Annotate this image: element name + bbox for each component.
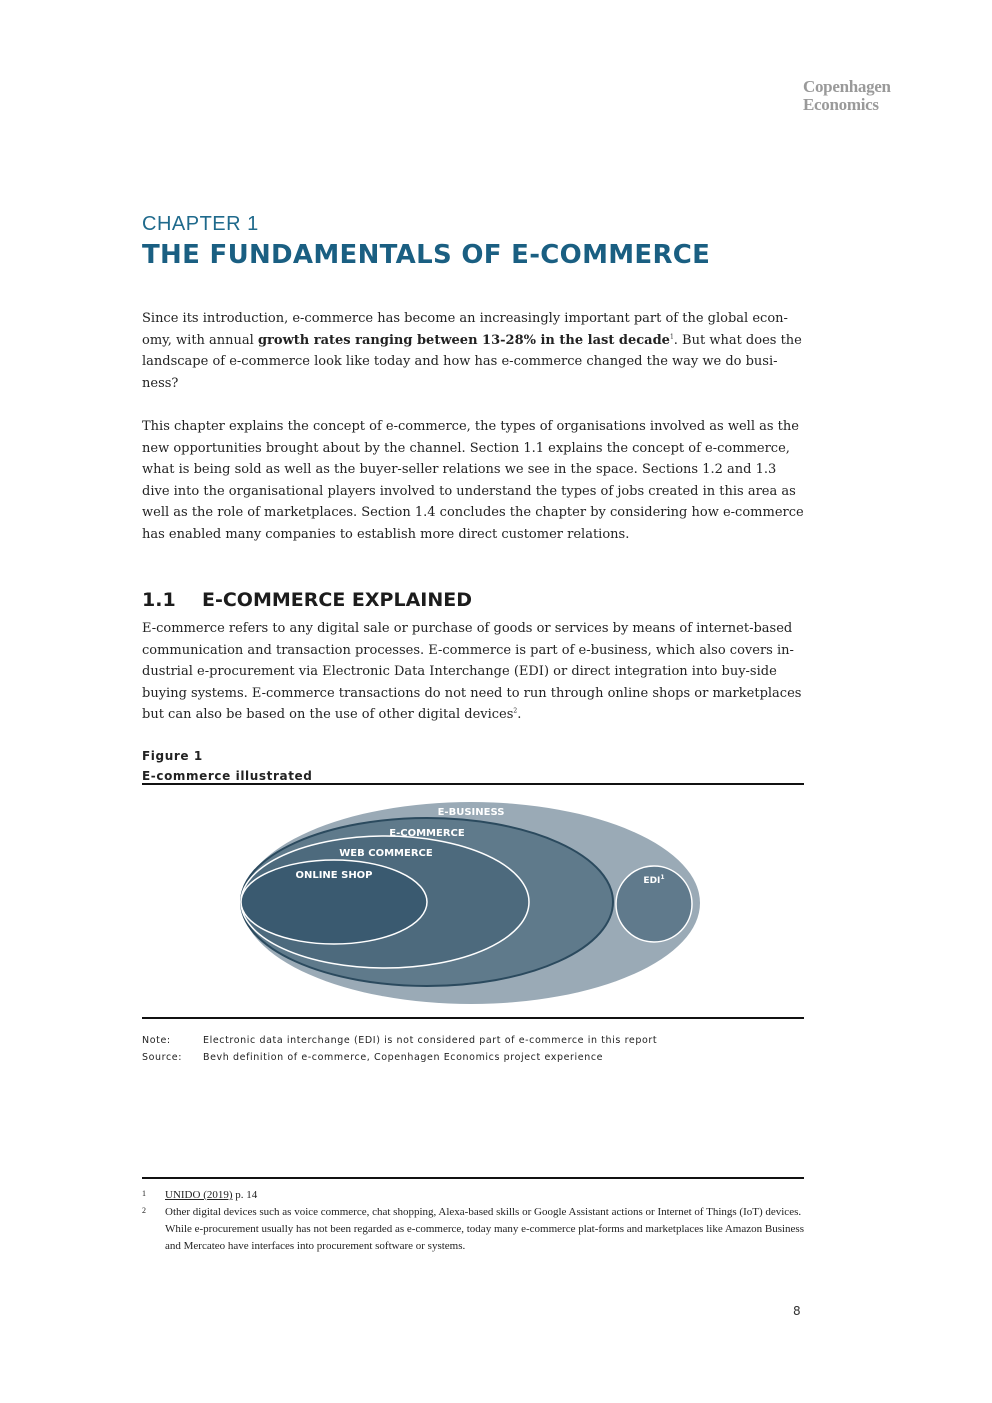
- figure-top-rule: [142, 783, 804, 785]
- section-heading: [142, 589, 472, 611]
- logo-line-2: Economics: [803, 95, 879, 114]
- source-text: Bevh definition of e-commerce, Copenhagen Economics project experience: [203, 1052, 604, 1063]
- edi-label: EDI: [643, 876, 661, 886]
- note-text: Electronic data interchange (EDI) is not considered part of e-commerce in this report: [203, 1035, 658, 1046]
- webcommerce-label: WEB COMMERCE: [339, 848, 433, 859]
- onlineshop-label: ONLINE SHOP: [295, 870, 373, 881]
- intro-paragraph-2: This chapter explains the concept of e-commerce, the types of organisations involved as well as the new opportunities brought about by the channel. Section 1.1 explains the concept of e-commerce, what is being sold as well as the buyer-seller relations we see in the space. Sections 1.2 and 1.3 dive into the organisational players involved to understand the types of jobs created in this area as well as the role of marketplaces. Section 1.4 concludes the chapter by considering how e-commerce has enabled many companies to establish more direct customer relations.: [142, 419, 804, 542]
- page-number: 8: [793, 1304, 801, 1318]
- figure-caption: [142, 746, 312, 786]
- footnote-2: [142, 1204, 804, 1255]
- chapter-title: THE FUNDAMENTALS OF E-COMMERCE: [142, 240, 711, 270]
- section-body-text: E-commerce refers to any digital sale or purchase of goods or services by means of internet-based communication and transaction processes. E-commerce is part of e-business, which also covers in-dustrial e-procurement via Electronic Data Interchange (EDI) or direct integration into buy-side buying systems. E-commerce transactions do not need to run through online shops or marketplaces but can also be based on the use of other digital devices: [142, 621, 802, 723]
- section-body: [142, 618, 804, 726]
- footnote-ref-2[interactable]: 2: [513, 708, 518, 716]
- footnote-2-number: 2: [142, 1206, 146, 1215]
- section-title: E-COMMERCE EXPLAINED: [202, 589, 473, 611]
- footnote-rule: [142, 1177, 804, 1179]
- footnote-2-text: Other digital devices such as voice commerce, chat shopping, Alexa-based skills or Google Assistant actions or Internet of Things (IoT) devices. While e-procurement usually has not been regarded as e-commerce, today many e-commerce plat-forms and marketplaces like Amazon Business and Mercateo have interfaces into procurement software or systems.: [165, 1206, 804, 1252]
- figure-title: E-commerce illustrated: [142, 769, 313, 783]
- section-number: 1.1: [142, 589, 176, 611]
- figure-note: [142, 1035, 657, 1046]
- intro-p1-bold: growth rates ranging between 13-28% in the last decade: [257, 332, 670, 348]
- edi-superscript: 1: [660, 874, 665, 881]
- ecommerce-diagram: [142, 792, 804, 1012]
- intro-p1-after: . But what does the landscape of e-commerce look like today and how has e-commerce changed the way we do busi-ness?: [142, 332, 802, 391]
- ebusiness-label: E-BUSINESS: [437, 807, 505, 818]
- figure-source: [142, 1052, 603, 1063]
- footnote-1: [142, 1187, 804, 1204]
- section-body-end: .: [517, 707, 522, 723]
- chapter-label: CHAPTER 1: [142, 213, 259, 235]
- intro-paragraph-1: [142, 308, 804, 394]
- figure-label: Figure 1: [142, 749, 203, 763]
- figure-bottom-rule: [142, 1017, 804, 1019]
- footnote-1-text: [165, 1187, 804, 1204]
- ecommerce-label: E-COMMERCE: [389, 828, 465, 839]
- footnote-1-page: p. 14: [232, 1189, 258, 1201]
- intro-p1-before: Since its introduction, e-commerce has become an increasingly important part of the global econ-omy, with annual: [142, 311, 788, 348]
- company-logo: [803, 78, 933, 114]
- footnote-1-number: 1: [142, 1189, 146, 1198]
- footnote-1-link[interactable]: UNIDO (2019): [165, 1189, 233, 1201]
- footnote-ref-1[interactable]: 1: [669, 333, 674, 341]
- note-label: Note:: [142, 1035, 171, 1046]
- logo-line-1: Copenhagen: [803, 77, 891, 96]
- source-label: Source:: [142, 1052, 183, 1063]
